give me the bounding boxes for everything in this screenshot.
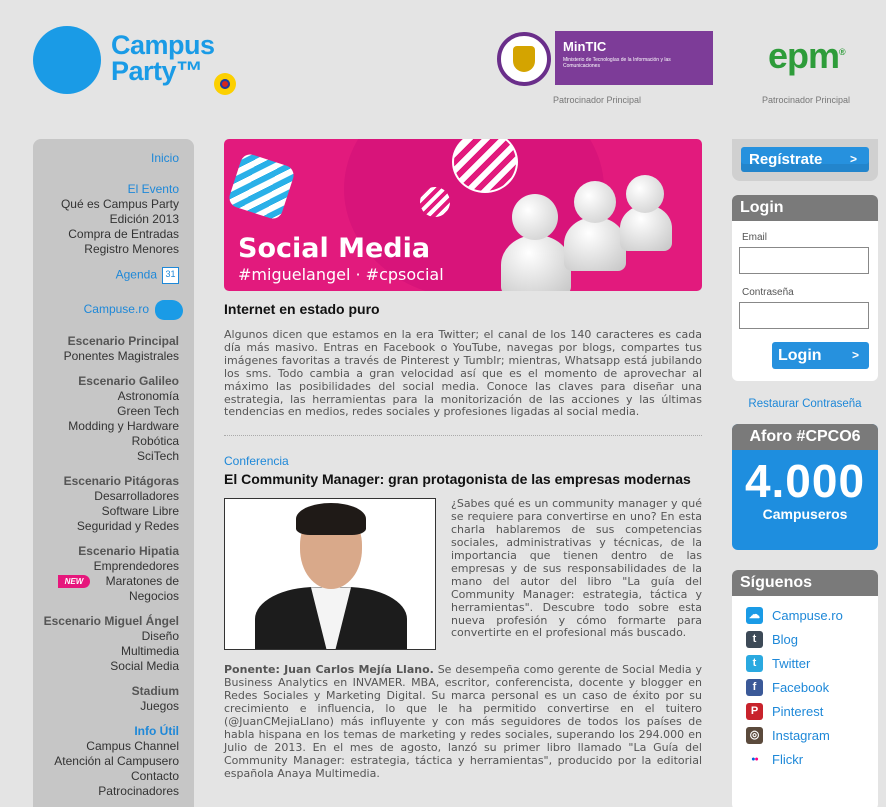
nav-astronomia[interactable]: Astronomía	[117, 389, 179, 403]
epm-logo-text: epm	[768, 35, 840, 76]
arrow-right-icon: >	[851, 348, 859, 362]
nav-campus-channel[interactable]: Campus Channel	[86, 739, 179, 753]
banner-title: Social Media	[238, 233, 431, 264]
epm-sponsor-logo[interactable]	[768, 35, 845, 77]
mintic-sponsor-logo[interactable]	[497, 31, 713, 87]
nav-atencion[interactable]: Atención al Campusero	[54, 754, 179, 768]
nav-modding[interactable]: Modding y Hardware	[68, 419, 179, 433]
register-label: Regístrate	[749, 151, 823, 168]
blog-icon: t	[746, 631, 763, 648]
campus-party-logo[interactable]	[33, 26, 243, 102]
nav-multimedia[interactable]: Multimedia	[120, 644, 179, 658]
nav-compra[interactable]: Compra de Entradas	[68, 227, 179, 241]
banner-hashtags: #miguelangel · #cpsocial	[238, 265, 444, 284]
logo-colombia-dot	[214, 73, 236, 95]
banner-person-head	[574, 181, 616, 223]
instagram-icon: ◎	[746, 727, 763, 744]
conference-label[interactable]: Conferencia	[224, 454, 289, 469]
nav-edicion[interactable]: Edición 2013	[109, 212, 179, 226]
main-content	[224, 139, 702, 781]
follow-label: Blog	[772, 631, 799, 647]
nav-esc-pitagoras[interactable]: Escenario Pitágoras	[63, 474, 179, 488]
flickr-dot-blue: ●	[751, 755, 755, 763]
email-label: Email	[742, 232, 768, 243]
nav-campuse-label: Campuse.ro	[83, 302, 149, 317]
banner-striped-cube	[227, 152, 296, 221]
follow-label: Pinterest	[772, 703, 824, 719]
nav-desarrolladores[interactable]: Desarrolladores	[94, 489, 179, 503]
aforo-label: Campuseros	[762, 506, 848, 522]
nav-esc-galileo[interactable]: Escenario Galileo	[78, 374, 179, 388]
nav-info-util[interactable]: Info Útil	[134, 724, 179, 738]
follow-panel	[732, 570, 878, 807]
nav-el-evento[interactable]: El Evento	[127, 182, 179, 196]
aforo-number: 4.000	[744, 455, 866, 507]
facebook-icon: f	[746, 679, 763, 696]
speaker-bio-text: Se desempeña como gerente de Social Media y Business Analytics en INVAMER. MBA, escritor, conferencista, docente y blogger en Redes Sociales y Marketing Digital. Su marca personal es un caso de éxito por su crecimiento e influencia, lo que le ha permitido convertirse en el tuitero (@JuanCMejiaLlano) más influyente y con más seguidores de todos los países de habla hispana en los temas de marketing y redes sociales, superando los 294.000 en Julio de 2013. En el mes de agosto, lanzó su primer libro llamado "La Guía del Community Manager: estrategia, táctica y herramientas", producido por la editorial española Anaya Multimedia.	[224, 663, 702, 780]
follow-campuse[interactable]	[746, 603, 878, 627]
mintic-title: MinTIC	[563, 39, 607, 54]
nav-inicio[interactable]: Inicio	[150, 151, 179, 165]
password-field[interactable]	[739, 302, 869, 329]
follow-label: Facebook	[772, 679, 830, 695]
nav-que-es[interactable]: Qué es Campus Party	[60, 197, 179, 211]
follow-label: Campuse.ro	[772, 607, 843, 623]
follow-twitter[interactable]	[746, 651, 878, 675]
nav-diseno[interactable]: Diseño	[141, 629, 179, 643]
nav-agenda[interactable]	[33, 267, 179, 284]
banner-person-body	[564, 217, 626, 271]
nav-social-media[interactable]: Social Media	[110, 659, 179, 673]
follow-title: Síguenos	[732, 570, 878, 596]
arrow-right-icon: >	[849, 152, 857, 166]
follow-label: Flickr	[772, 751, 804, 767]
sponsor-label-mintic: Patrocinador Principal	[553, 95, 642, 105]
banner-person-head	[626, 175, 664, 213]
nav-patrocinadores[interactable]: Patrocinadores	[98, 784, 179, 798]
follow-instagram[interactable]	[746, 723, 878, 747]
restore-password-link[interactable]: Restaurar Contraseña	[748, 398, 862, 410]
login-title: Login	[732, 195, 878, 221]
follow-facebook[interactable]	[746, 675, 878, 699]
banner-person-body	[501, 235, 571, 291]
registered-mark: ®	[839, 47, 845, 57]
speaker-name: Ponente: Juan Carlos Mejía Llano.	[224, 663, 434, 677]
nav-esc-principal[interactable]: Escenario Principal	[67, 334, 179, 348]
follow-label: Twitter	[772, 655, 811, 671]
twitter-icon: t	[746, 655, 763, 672]
follow-pinterest[interactable]	[746, 699, 878, 723]
nav-esc-miguel[interactable]: Escenario Miguel Ángel	[43, 614, 179, 628]
nav-green-tech[interactable]: Green Tech	[117, 404, 179, 418]
login-panel	[732, 195, 878, 381]
mintic-subtitle: Ministerio de Tecnologías de la Información y las Comunicaciones	[563, 57, 671, 69]
nav-maratones-label: Maratones de	[105, 574, 179, 588]
article-body: Algunos dicen que estamos en la era Twitter; el canal de los 140 caracteres es cada día más masivo. Entras en Facebook o YouTube, navegas por blogs, compartes tus imágenes favoritas a través de Pinterest y Tumblr; mientras, Whatsapp está jubilando los sms. Todo cambia a gran velocidad así que es el momento de aprovechar al máximo las posibilidades del social media. Conoce las claves para diseñar una estrategia, las herramientas para la monitorización de las acciones y las últimas tendencias en medios, redes sociales y profesiones ligadas al social media.	[224, 328, 702, 419]
login-button[interactable]	[772, 342, 869, 369]
follow-list	[732, 596, 878, 771]
flickr-dot-pink: ●	[754, 755, 758, 763]
dotted-divider	[224, 435, 702, 436]
left-navigation	[33, 139, 194, 807]
speaker-photo	[224, 498, 436, 650]
aforo-title: Aforo #CPCO6	[732, 424, 878, 450]
nav-robotica[interactable]: Robótica	[131, 434, 179, 448]
calendar-icon: 31	[162, 267, 179, 284]
email-field[interactable]	[739, 247, 869, 274]
nav-scitech[interactable]: SciTech	[136, 449, 179, 463]
follow-label: Instagram	[772, 727, 830, 743]
flickr-icon	[746, 751, 763, 768]
article-title: Internet en estado puro	[224, 301, 380, 317]
nav-negocios[interactable]: Negocios	[128, 589, 179, 603]
password-label: Contraseña	[742, 287, 794, 298]
conference-section	[224, 498, 702, 780]
speaker-bio	[224, 664, 702, 780]
social-media-banner[interactable]	[224, 139, 702, 291]
nav-juegos[interactable]: Juegos	[140, 699, 179, 713]
nav-emprendedores[interactable]: Emprendedores	[93, 559, 179, 573]
nav-registro[interactable]: Registro Menores	[84, 242, 179, 256]
new-badge: NEW	[58, 575, 90, 588]
campuse-cloud-icon: ☁	[746, 607, 763, 624]
nav-maratones[interactable]	[33, 574, 179, 589]
logo-circle	[33, 26, 101, 94]
campuse-cloud-icon	[155, 300, 183, 320]
banner-person-head	[512, 194, 558, 240]
aforo-panel	[732, 424, 878, 550]
pinterest-icon: P	[746, 703, 763, 720]
mintic-box	[555, 31, 713, 85]
login-button-label: Login	[778, 347, 822, 364]
logo-text: Campus Party™	[111, 30, 215, 86]
photo-hair	[296, 503, 366, 535]
follow-blog[interactable]	[746, 627, 878, 651]
nav-seguridad[interactable]: Seguridad y Redes	[76, 519, 179, 533]
nav-esc-hipatia[interactable]: Escenario Hipatia	[78, 544, 179, 558]
colombia-seal-icon	[497, 32, 551, 86]
nav-campuse[interactable]	[33, 300, 183, 320]
nav-ponentes[interactable]: Ponentes Magistrales	[63, 349, 179, 363]
sponsor-label-epm: Patrocinador Principal	[762, 95, 851, 105]
register-box	[732, 139, 878, 181]
follow-flickr[interactable]	[746, 747, 878, 771]
nav-stadium[interactable]: Stadium	[131, 684, 179, 698]
nav-agenda-label: Agenda	[115, 267, 157, 282]
banner-striped-ball-small	[420, 187, 450, 217]
right-sidebar	[732, 139, 878, 807]
conference-title: El Community Manager: gran protagonista de las empresas modernas	[224, 471, 691, 488]
nav-software-libre[interactable]: Software Libre	[101, 504, 179, 518]
register-button[interactable]	[741, 147, 869, 172]
nav-contacto[interactable]: Contacto	[130, 769, 179, 783]
header	[0, 0, 886, 130]
conference-body: ¿Sabes qué es un community manager y qué se requiere para convertirse en uno? En esta charla hablaremos de sus competencias sociales, administrativas y técnicas, de la importancia que tienen dentro de las empresas y de sus responsabilidades de la mano del autor del libro "La guía del Community Manager: estrategia, táctica y herramientas". Descubre todo sobre esta nueva profesión y cómo formarte para convertirte en el profesional más buscado.	[451, 497, 702, 640]
